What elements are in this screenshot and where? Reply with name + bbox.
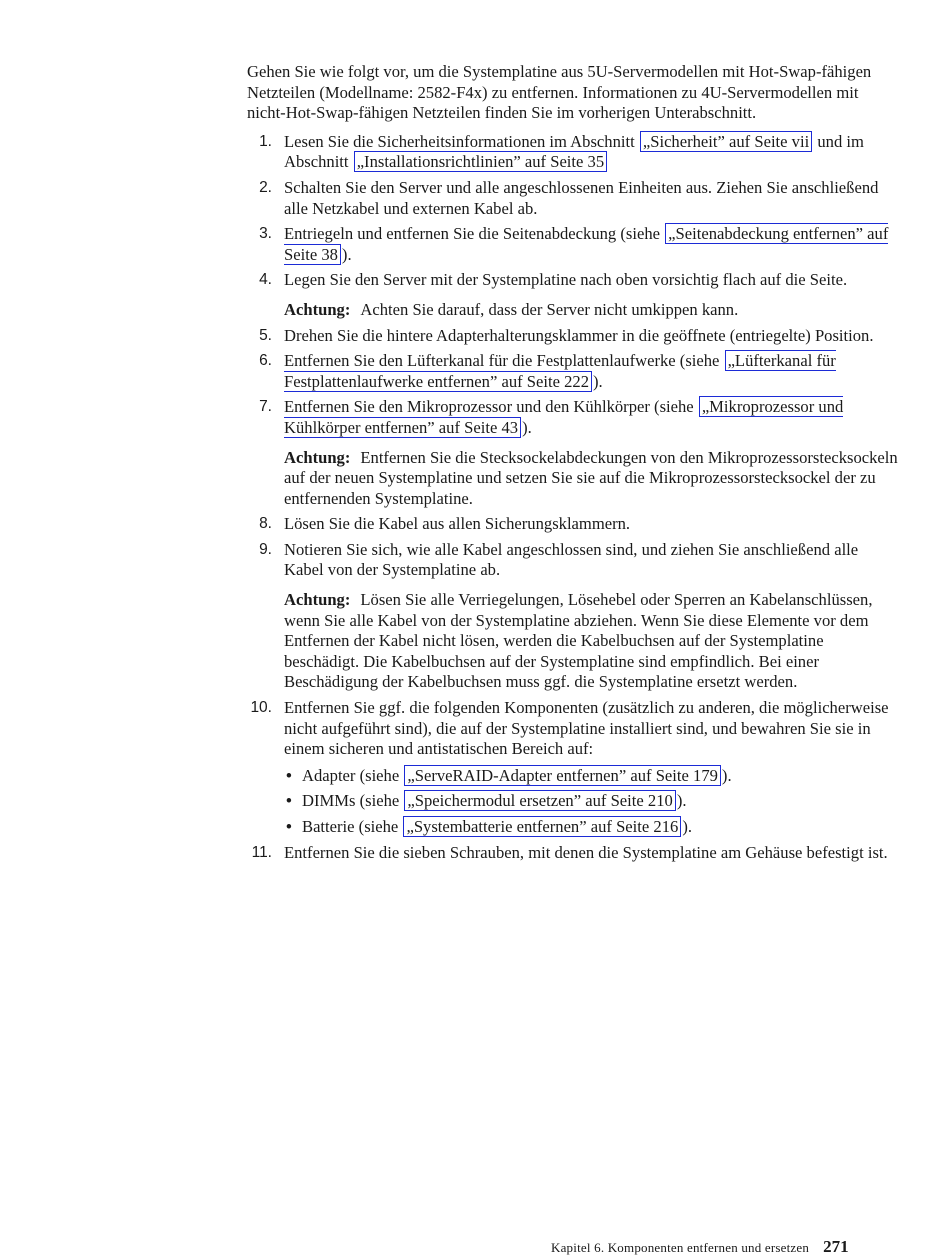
step-3: 3. Entriegeln und entfernen Sie die Seitenabdeckung (siehe „Seitenabdeckung entfernen” auf Seite 38 ).	[247, 224, 899, 265]
step-number: 8.	[259, 515, 272, 533]
step-7: 7. Entfernen Sie den Mikroprozessor und den Kühlkörper (siehe „Mikroprozessor und Kühlkörper entfernen” auf Seite 43 ). Achtung: Entfernen Sie die Stecksockelabdeckungen von den Mikroprozessorstecksockeln auf der neuen Systemplatine und setzen Sie sie auf die Mikroprozessorstecksockel der zu entfernenden Systemplatine.	[247, 397, 899, 509]
bullet-icon: •	[286, 817, 292, 836]
step-number: 5.	[259, 326, 272, 344]
step-number: 1.	[259, 132, 272, 150]
step-number: 11.	[251, 843, 272, 861]
list-item: • DIMMs (siehe „Speichermodul ersetzen” auf Seite 210 ).	[286, 791, 687, 811]
link-safety[interactable]: „Sicherheit” auf Seite vii	[640, 131, 812, 152]
step-11: 11. Entfernen Sie die sieben Schrauben, mit denen die Systemplatine am Gehäuse befestigt ist.	[247, 843, 899, 864]
step-2: 2. Schalten Sie den Server und alle angeschlossenen Einheiten aus. Ziehen Sie anschließend alle Netzkabel und externen Kabel ab.	[247, 178, 899, 219]
link-fan-duct[interactable]: „Lüfterkanal für Festplattenlaufwerke entfernen” auf Seite 222	[284, 351, 836, 391]
component-list	[284, 766, 899, 838]
page-number: 271	[823, 1237, 849, 1256]
attention-note: Achtung: Lösen Sie alle Verriegelungen, Lösehebel oder Sperren an Kabelanschlüssen, wenn Sie alle Kabel von der Systemplatine abziehen. Wenn Sie diese Elemente vor dem Entfernen der Kabel nicht lösen, werden die Kabelbuchsen auf der Systemplatine beschädigt. Die Kabelbuchsen auf der Systemplatine sind empfindlich. Bei einer Beschädigung der Kabelbuchsen muss ggf. die Systemplatine ersetzt werden.	[284, 590, 873, 692]
step-number: 6.	[259, 352, 272, 370]
list-item: • Adapter (siehe „ServeRAID-Adapter entfernen” auf Seite 179 ).	[286, 765, 732, 785]
step-number: 3.	[259, 225, 272, 243]
page-footer	[551, 1237, 896, 1257]
step-4: 4. Legen Sie den Server mit der Systemplatine nach oben vorsichtig flach auf die Seite. Achtung: Achten Sie darauf, dass der Server nicht umkippen kann.	[247, 270, 899, 320]
link-microprocessor[interactable]: „Mikroprozessor und Kühlkörper entfernen” auf Seite 43	[284, 397, 844, 437]
step-9: 9. Notieren Sie sich, wie alle Kabel angeschlossen sind, und ziehen Sie anschließend alle Kabel von der Systemplatine ab. Achtung: Lösen Sie alle Verriegelungen, Lösehebel oder Sperren an Kabelanschlüssen, wenn Sie alle Kabel von der Systemplatine abziehen. Wenn Sie diese Elemente vor dem Entfernen der Kabel nicht lösen, werden die Kabelbuchsen auf der Systemplatine beschädigt. Die Kabelbuchsen auf der Systemplatine sind empfindlich. Bei einer Beschädigung der Kabelbuchsen muss ggf. die Systemplatine ersetzt werden.	[247, 540, 899, 693]
intro-paragraph: Gehen Sie wie folgt vor, um die Systemplatine aus 5U-Servermodellen mit Hot-Swap-fähigen Netzteilen (Modellname: 2582-F4x) zu entfernen. Informationen zu 4U-Servermodellen mit nicht-Hot-Swap-fähigen Netzteilen finden Sie im vorherigen Unterabschnitt.	[247, 62, 872, 123]
step-number: 7.	[259, 398, 272, 416]
step-6: 6. Entfernen Sie den Lüfterkanal für die Festplattenlaufwerke (siehe „Lüfterkanal für Festplattenlaufwerke entfernen” auf Seite 222 ).	[247, 351, 899, 392]
link-installation-guidelines[interactable]: „Installationsrichtlinien” auf Seite 35	[354, 151, 607, 172]
step-number: 2.	[259, 178, 272, 196]
step-10: 10. Entfernen Sie ggf. die folgenden Komponenten (zusätzlich zu anderen, die möglicherweise nicht aufgeführt sind), die auf der Systemplatine installiert sind, und bewahren Sie sie in einem sicheren und antistatischen Bereich auf: • Adapter (siehe „ServeRAID-Adapter entfernen” auf Seite 179 ). • DIMMs (siehe „Speichermodul ersetzen” auf Seite 210 ). • Batterie (siehe „Systembatterie entfernen” auf Seite 216 ).	[247, 698, 899, 838]
bullet-icon: •	[286, 765, 292, 785]
step-number: 10.	[250, 699, 272, 717]
procedure-steps	[247, 132, 899, 863]
attention-note: Achtung: Achten Sie darauf, dass der Server nicht umkippen kann.	[284, 299, 739, 319]
step-5: 5. Drehen Sie die hintere Adapterhalterungsklammer in die geöffnete (entriegelte) Position.	[247, 326, 899, 347]
chapter-title: Kapitel 6. Komponenten entfernen und ersetzen	[551, 1240, 810, 1255]
page-content	[247, 62, 899, 868]
bullet-icon: •	[286, 791, 292, 811]
list-item: • Batterie (siehe „Systembatterie entfernen” auf Seite 216 ).	[286, 817, 692, 836]
link-serveraid-adapter[interactable]: „ServeRAID-Adapter entfernen” auf Seite 179	[404, 765, 721, 786]
step-number: 9.	[259, 540, 272, 558]
step-1: 1. Lesen Sie die Sicherheitsinformationen im Abschnitt „Sicherheit” auf Seite vii und im Abschnitt „Installationsrichtlinien” auf Seite 35	[247, 132, 899, 173]
step-8: 8. Lösen Sie die Kabel aus allen Sicherungsklammern.	[247, 514, 899, 535]
link-system-battery[interactable]: „Systembatterie entfernen” auf Seite 216	[403, 816, 681, 837]
step-number: 4.	[259, 271, 272, 289]
link-memory-module[interactable]: „Speichermodul ersetzen” auf Seite 210	[404, 790, 675, 811]
link-side-cover[interactable]: „Seitenabdeckung entfernen” auf Seite 38	[284, 224, 889, 264]
attention-note: Achtung: Entfernen Sie die Stecksockelabdeckungen von den Mikroprozessorstecksockeln auf der neuen Systemplatine und setzen Sie sie auf die Mikroprozessorstecksockel der zu entfernenden Systemplatine.	[284, 447, 898, 508]
